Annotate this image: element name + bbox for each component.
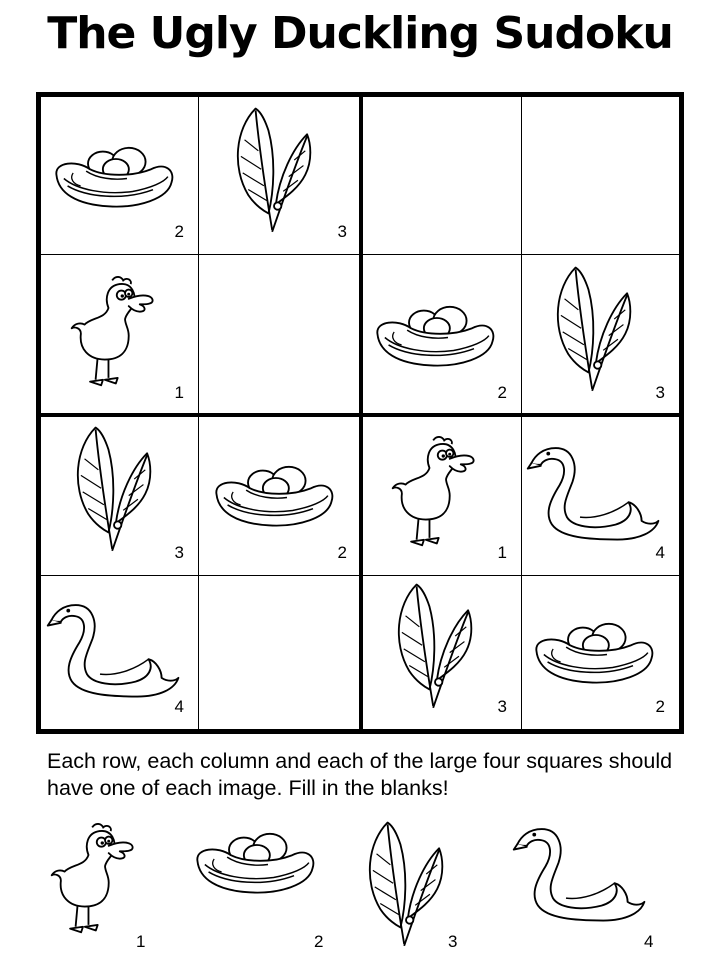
sudoku-cell [41, 575, 198, 729]
legend-item [360, 816, 510, 956]
piece-number: 3 [497, 697, 507, 716]
piece-number: 2 [655, 697, 665, 716]
legend-number: 3 [448, 932, 458, 951]
piece-number: 2 [497, 383, 507, 402]
legend-number: 1 [136, 932, 146, 951]
sudoku-cell [41, 254, 198, 415]
grid-line-horizontal [41, 575, 679, 576]
duckling-icon [48, 816, 198, 944]
swan-icon [510, 816, 660, 932]
piece-number: 3 [337, 222, 347, 241]
sudoku-cell [198, 97, 361, 254]
instructions-text: Each row, each column and each of the large four squares should have one of each image. Fill in the blanks! [47, 749, 673, 800]
sudoku-cell [361, 415, 521, 575]
piece-number: 1 [174, 383, 184, 402]
piece-number: 1 [497, 543, 507, 562]
legend-number: 2 [314, 932, 324, 951]
piece-number: 3 [174, 543, 184, 562]
box-divider-horizontal [41, 413, 679, 417]
sudoku-cell-blank[interactable] [198, 575, 361, 729]
legend-item [190, 816, 340, 956]
sudoku-cell [521, 254, 679, 415]
sudoku-cell [361, 254, 521, 415]
page-title: The Ugly Duckling Sudoku [47, 8, 673, 59]
piece-number: 4 [655, 543, 665, 562]
legend-item [510, 816, 660, 956]
legend-number: 4 [644, 932, 654, 951]
feather-icon [360, 816, 510, 960]
sudoku-board [36, 92, 684, 734]
nest-icon [190, 816, 340, 904]
sudoku-cell [41, 415, 198, 575]
sudoku-cell [521, 415, 679, 575]
sudoku-cell-blank[interactable] [361, 97, 521, 254]
piece-number: 3 [655, 383, 665, 402]
sudoku-cell [41, 97, 198, 254]
sudoku-cell [198, 415, 361, 575]
sudoku-cell-blank[interactable] [521, 97, 679, 254]
legend-item [48, 816, 198, 956]
piece-number: 4 [174, 697, 184, 716]
sudoku-cell [361, 575, 521, 729]
piece-number: 2 [174, 222, 184, 241]
piece-number: 2 [337, 543, 347, 562]
sudoku-cell-blank[interactable] [198, 254, 361, 415]
grid-line-horizontal [41, 254, 679, 255]
sudoku-cell [521, 575, 679, 729]
